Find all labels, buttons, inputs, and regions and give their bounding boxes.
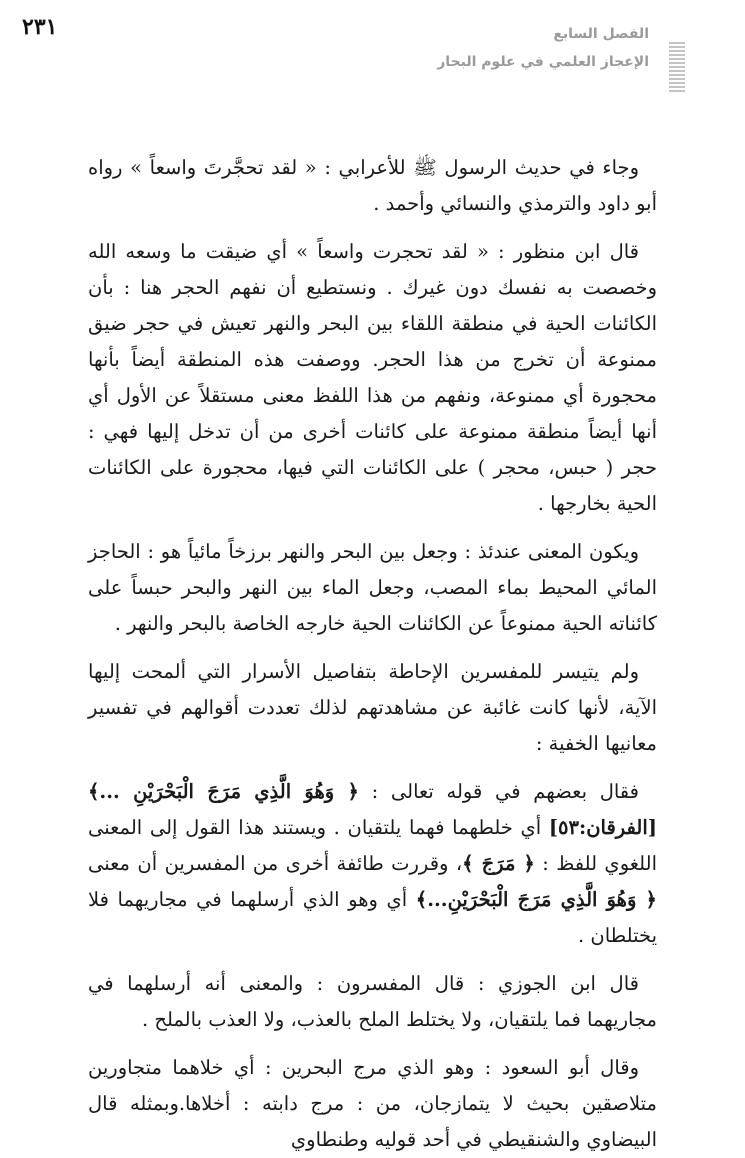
quran-quote: ﴿ وَهُوَ الَّذِي مَرَجَ الْبَحْرَيْنِ ...﴾ [الفرقان:٥٣] bbox=[88, 780, 657, 839]
paragraph bbox=[88, 966, 657, 1038]
text-run: وقال أبو السعود : وهو الذي مرج البحرين : أي خلاهما متجاورين متلاصقين بحيث لا يتمازجان، من : مرج دابته : أخلاها.وبمثله قال البيضاوي والشنقيطي في أحد قوليه وطنطاوي bbox=[88, 1056, 657, 1151]
header-ornament bbox=[669, 40, 685, 92]
text-run: فقال بعضهم في قوله تعالى : bbox=[358, 780, 639, 803]
chapter-title: الفصل السابع bbox=[553, 26, 649, 42]
paragraph bbox=[88, 774, 657, 954]
body-text bbox=[88, 150, 657, 1158]
page-number: ٢٣١ bbox=[22, 14, 58, 40]
paragraph bbox=[88, 654, 657, 762]
text-run: أي خلطهما فهما يلتقيان . ويستند هذا القول إلى المعنى اللغوي للفظ : bbox=[88, 816, 657, 875]
paragraph bbox=[88, 234, 657, 522]
text-run: قال ابن الجوزي : قال المفسرون : والمعنى أنه أرسلهما في مجاريهما فما يلتقيان، ولا يختلط الملح بالعذب، ولا العذب بالملح . bbox=[88, 972, 657, 1031]
text-run: ولم يتيسر للمفسرين الإحاطة بتفاصيل الأسرار التي ألمحت إليها الآية، لأنها كانت غائبة عن مشاهدتهم لذلك تعددت أقوالهم في تفسير معانيها الخفية : bbox=[88, 660, 657, 755]
paragraph bbox=[88, 150, 657, 222]
text-run: قال ابن منظور : « لقد تحجرت واسعاً » أي ضيقت ما وسعه الله وخصصت به نفسك دون غيرك . ونستطيع أن نفهم الحجر هنا : بأن الكائنات الحية في منطقة اللقاء بين البحر والنهر تعيش في حجر ضيق ممنوعة أن تخرج من هذا الحجر. ووصفت هذه المنطقة أيضاً بأنها محجورة أي ممنوعة، ونفهم من هذا اللفظ معنى مستقلاً عن الأول أي أنها أيضاً منطقة ممنوعة على كائنات أخرى من أن تدخل إليها فهي : حجر ( حبس، محجر ) على الكائنات التي فيها، محجورة على الكائنات الحية بخارجها . bbox=[88, 240, 657, 515]
text-run: أي وهو الذي أرسلهما في مجاريهما فلا يختلطان . bbox=[88, 888, 657, 947]
paragraph bbox=[88, 534, 657, 642]
running-head bbox=[437, 20, 649, 76]
chapter-subtitle: الإعجاز العلمي في علوم البحار bbox=[437, 54, 649, 70]
paragraph bbox=[88, 1050, 657, 1158]
text-run: ويكون المعنى عندئذ : وجعل بين البحر والنهر برزخاً مائياً هو : الحاجز المائي المحيط بماء المصب، وجعل الماء بين النهر والبحر حبساً على كائناته الحية ممنوعاً عن الكائنات الحية خارجه الخاصة بالبحر والنهر . bbox=[88, 540, 657, 635]
text-run: وجاء في حديث الرسول ﷺ للأعرابي : « لقد تحجَّرتَ واسعاً » رواه أبو داود والترمذي والنسائي وأحمد . bbox=[88, 156, 657, 215]
text-run: ، وقررت طائفة أخرى من المفسرين أن معنى bbox=[88, 852, 463, 875]
quran-quote: ﴿ وَهُوَ الَّذِي مَرَجَ الْبَحْرَيْنِ...﴾ bbox=[415, 888, 657, 911]
quran-quote: ﴿ مَرَجَ ﴾ bbox=[462, 852, 535, 875]
